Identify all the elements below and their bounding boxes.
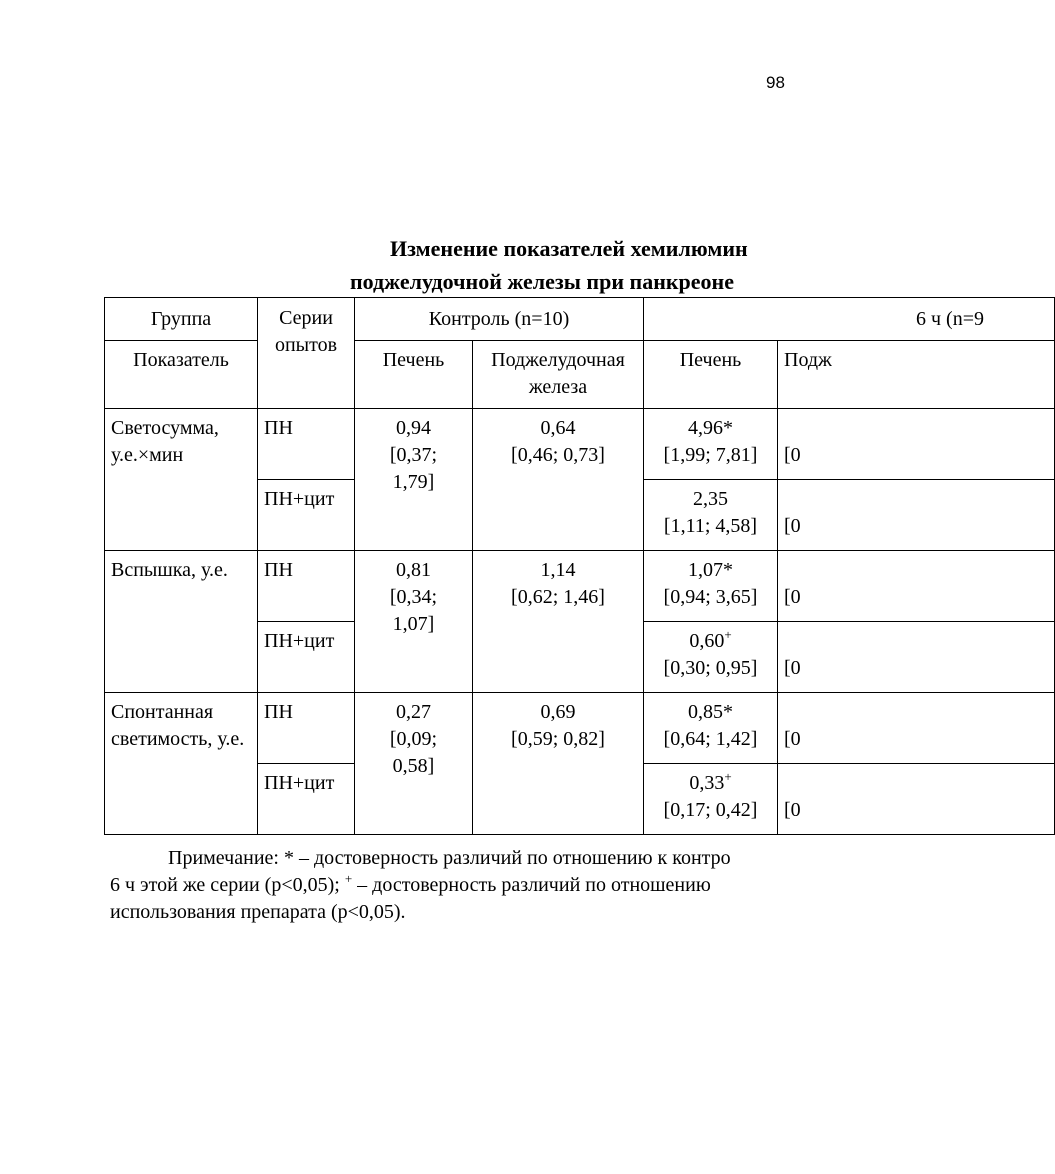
- control-liver-cell: [355, 551, 473, 693]
- indicator-cell: Спонтанная светимость, у.е.: [105, 693, 258, 835]
- control-liver-value: 0,94: [396, 417, 431, 439]
- header-control: Контроль (n=10): [355, 298, 644, 341]
- pancreas-6h-value: [784, 628, 1054, 655]
- liver-6h-value: 0,33: [689, 772, 725, 794]
- pancreas-6h-cell: [778, 693, 1055, 764]
- control-liver-cell: [355, 409, 473, 551]
- liver-6h-value: 4,96*: [688, 417, 733, 439]
- series-cell: ПН+цит: [258, 764, 355, 835]
- pancreas-6h-cell: [778, 409, 1055, 480]
- liver-6h-range: [0,94; 3,65]: [663, 586, 758, 608]
- liver-6h-range: [0,17; 0,42]: [663, 799, 758, 821]
- series-cell: ПН: [258, 551, 355, 622]
- note-line-2a: 6 ч этой же серии (р<0,05);: [110, 874, 340, 896]
- header-row-2: [105, 341, 1055, 409]
- header-6h: [644, 298, 1055, 341]
- table-row: [105, 551, 1055, 622]
- note-line-1: Примечание: * – достоверность различий по отношению к контро: [168, 847, 731, 869]
- plus-mark: +: [724, 627, 732, 642]
- liver-6h-value: 2,35: [693, 488, 728, 510]
- liver-6h-cell: [644, 551, 778, 622]
- liver-6h-value-line: [644, 699, 777, 726]
- control-liver-range: [0,09; 0,58]: [389, 728, 438, 777]
- table-row: [105, 409, 1055, 480]
- liver-6h-value-line: [644, 628, 777, 655]
- pancreas-6h-cell: [778, 551, 1055, 622]
- control-liver-value: 0,27: [396, 701, 431, 723]
- liver-6h-value-line: [644, 415, 777, 442]
- table-note: [110, 845, 831, 935]
- pancreas-6h-value: [784, 770, 1054, 797]
- liver-6h-value-line: [644, 770, 777, 797]
- pancreas-6h-value: [784, 699, 1054, 726]
- title-line-1: Изменение показателей хемилюмин: [390, 236, 748, 261]
- note-line-2b: – достоверность различий по отношению: [357, 874, 711, 896]
- header-liver-6h: Печень: [644, 341, 778, 409]
- control-pancreas-cell: [473, 551, 644, 693]
- pancreas-6h-range: [0: [784, 799, 801, 821]
- note-line-2: [110, 872, 711, 899]
- liver-6h-cell: [644, 622, 778, 693]
- data-table-wrapper: [104, 297, 984, 842]
- series-cell: ПН+цит: [258, 480, 355, 551]
- header-indicator: Показатель: [105, 341, 258, 409]
- control-liver-range: [0,34; 1,07]: [389, 586, 438, 635]
- header-pancreas: Поджелудочная железа: [473, 341, 644, 409]
- pancreas-6h-range: [0: [784, 657, 801, 679]
- header-liver: Печень: [355, 341, 473, 409]
- header-6h-label: 6 ч (n=9: [916, 307, 984, 330]
- liver-6h-value-line: [644, 486, 777, 513]
- control-pancreas-range: [0,46; 0,73]: [511, 444, 605, 466]
- pancreas-6h-cell: [778, 480, 1055, 551]
- page-number: 98: [766, 73, 785, 92]
- header-pancreas-6h: Подж: [778, 341, 1055, 409]
- control-pancreas-range: [0,59; 0,82]: [511, 728, 605, 750]
- liver-6h-cell: [644, 693, 778, 764]
- control-pancreas-cell: [473, 409, 644, 551]
- liver-6h-cell: [644, 409, 778, 480]
- indicator-cell: Вспышка, у.е.: [105, 551, 258, 693]
- control-pancreas-value: 0,69: [540, 701, 576, 723]
- liver-6h-value-line: [644, 557, 777, 584]
- header-row-1: [105, 298, 1055, 341]
- control-pancreas-value: 1,14: [540, 559, 576, 581]
- series-cell: ПН: [258, 693, 355, 764]
- chemiluminescence-table: [104, 297, 1055, 835]
- note-plus-mark: +: [344, 871, 353, 886]
- pancreas-6h-range: [0: [784, 586, 801, 608]
- pancreas-6h-cell: [778, 764, 1055, 835]
- series-cell: ПН: [258, 409, 355, 480]
- liver-6h-range: [1,99; 7,81]: [663, 444, 758, 466]
- liver-6h-cell: [644, 764, 778, 835]
- pancreas-6h-cell: [778, 622, 1055, 693]
- pancreas-6h-value: [784, 557, 1054, 584]
- pancreas-6h-value: [784, 486, 1054, 513]
- control-pancreas-range: [0,62; 1,46]: [511, 586, 605, 608]
- liver-6h-value: 0,60: [689, 630, 725, 652]
- control-liver-value: 0,81: [396, 559, 431, 581]
- plus-mark: +: [724, 769, 732, 784]
- header-group: Группа: [105, 298, 258, 341]
- series-cell: ПН+цит: [258, 622, 355, 693]
- control-pancreas-cell: [473, 693, 644, 835]
- header-series: Серии опытов: [258, 298, 355, 409]
- pancreas-6h-range: [0: [784, 728, 801, 750]
- pancreas-6h-range: [0: [784, 444, 801, 466]
- control-pancreas-value: 0,64: [540, 417, 576, 439]
- table-title: [0, 236, 831, 300]
- note-line-3: использования препарата (р<0,05).: [110, 901, 406, 923]
- liver-6h-value: 0,85*: [688, 701, 733, 723]
- pancreas-6h-range: [0: [784, 515, 801, 537]
- control-liver-range: [0,37; 1,79]: [389, 444, 438, 493]
- control-liver-cell: [355, 693, 473, 835]
- liver-6h-range: [0,64; 1,42]: [663, 728, 758, 750]
- table-row: [105, 693, 1055, 764]
- pancreas-6h-value: [784, 415, 1054, 442]
- liver-6h-range: [0,30; 0,95]: [663, 657, 758, 679]
- title-line-2: поджелудочной железы при панкреоне: [350, 269, 734, 294]
- liver-6h-range: [1,11; 4,58]: [663, 515, 758, 537]
- indicator-cell: Светосумма, у.е.×мин: [105, 409, 258, 551]
- liver-6h-value: 1,07*: [688, 559, 733, 581]
- liver-6h-cell: [644, 480, 778, 551]
